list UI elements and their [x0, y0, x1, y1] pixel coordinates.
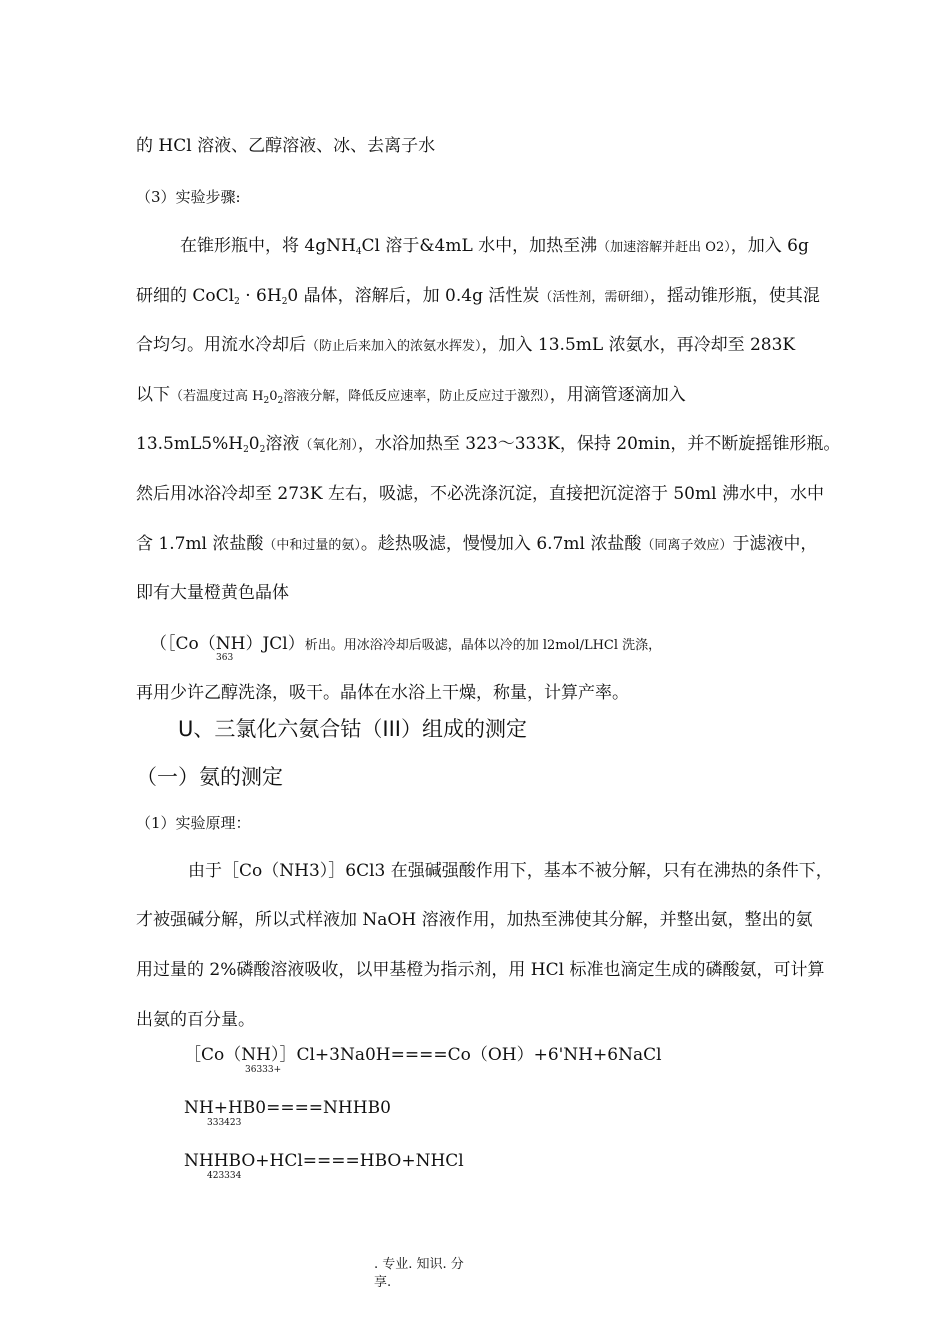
equation-3: NHHBO+HCl====HBO+NHCl [184, 1151, 464, 1171]
section-heading: U、三氯化六氨合钴（III）组成的测定 [178, 717, 527, 741]
equation-1: ［Co（NH）］Cl+3Na0H====Co（OH）+6'NH+6NaCl [184, 1045, 662, 1065]
principle-line-1: 由于［Co（NH3）］6Cl3 在强碱强酸作用下，基本不被分解，只有在沸热的条件下， [188, 861, 833, 881]
procedure-line-3: 合均匀。用流水冷却后（防止后来加入的浓氨水挥发），加入 13.5mL 浓氨水，再冷却至 283K [136, 335, 796, 355]
principle-line-4: 出氨的百分量。 [136, 1010, 255, 1030]
procedure-line-1: 在锥形瓶中，将 4gNH$_4$Cl 溶于&4mL 水中，加热至沸（加速溶解并赶出 O2），加入 6g [180, 236, 809, 257]
footer-line-1: . 专业. 知识. 分 [374, 1257, 464, 1272]
equation-3-subscripts: 423334 [207, 1171, 242, 1181]
reagents-line: 的 HCl 溶液、乙醇溶液、冰、去离子水 [136, 136, 436, 156]
procedure-line-7: 含 1.7ml 浓盐酸（中和过量的氨）。趁热吸滤，慢慢加入 6.7ml 浓盐酸（同离子效应）于滤液中， [136, 534, 818, 554]
principle-heading: （1）实验原理： [136, 814, 251, 832]
procedure-line-8: 即有大量橙黄色晶体 [136, 583, 289, 603]
principle-line-3: 用过量的 2%磷酸溶液吸收，以甲基橙为指示剂，用 HCl 标准也滴定生成的磷酸氨，可计算 [136, 960, 825, 980]
principle-line-2: 才被强碱分解，所以式样液加 NaOH 溶液作用，加热至沸使其分解，并整出氨，整出的氨 [136, 910, 813, 930]
equation-1-subscripts: 36333+ [245, 1065, 282, 1075]
procedure-line-9: （［Co（NH）JCl）析出。用冰浴冷却后吸滤，晶体以冷的加 l2mol/LHCl 洗涤， [150, 634, 662, 654]
footer-line-2: 享. [374, 1275, 392, 1290]
procedure-line-5: $13.5mL5\%H_20_2$溶液（氧化剂），水浴加热至 323～333K，保持 20min，并不断旋摇锥形瓶。 [136, 434, 841, 455]
subsection-heading: （一）氨的测定 [136, 765, 283, 789]
equation-2-subscripts: 333423 [207, 1118, 242, 1128]
formula-subscripts: 363 [216, 653, 234, 663]
procedure-line-10: 再用少许乙醇洗涤，吸干。晶体在水浴上干燥，称量，计算产率。 [136, 683, 629, 703]
procedure-line-2: 研细的 CoCl$_2$ · $6H_20$ 晶体，溶解后，加 0.4g 活性炭（活性剂，需研细），摇动锥形瓶，使其混 [136, 286, 820, 307]
step-heading: （3）实验步骤: [136, 188, 241, 206]
procedure-line-6: 然后用冰浴冷却至 273K 左右，吸滤，不必洗涤沉淀，直接把沉淀溶于 50ml 沸水中，水中 [136, 484, 824, 504]
equation-2: NH+HB0====NHHB0 [184, 1098, 391, 1118]
procedure-line-4: 以下（若温度过高 $H_20_2$溶液分解，降低反应速率，防止反应过于激烈），用滴管逐滴加入 [136, 385, 686, 406]
